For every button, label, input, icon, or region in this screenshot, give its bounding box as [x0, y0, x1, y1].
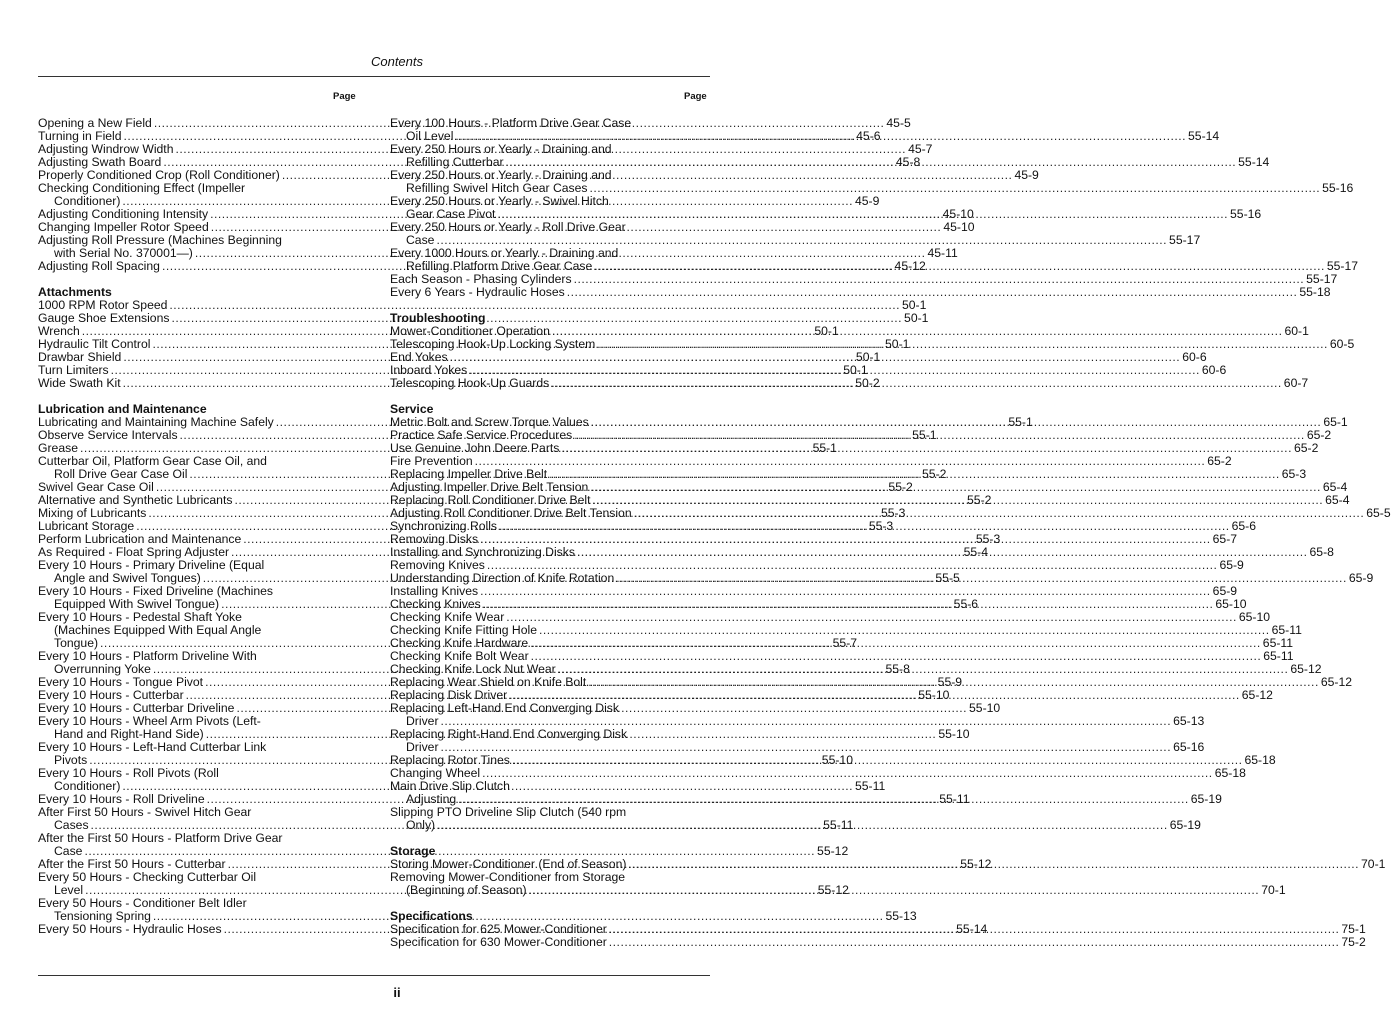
toc-entry-page: 55-17: [1306, 272, 1338, 286]
toc-entry-page: 55-10: [938, 727, 970, 741]
toc-entry-title: with Serial No. 370001—): [54, 246, 193, 260]
left-page-column-label: Page: [333, 91, 356, 102]
toc-entry-page: 65-16: [1173, 740, 1205, 754]
toc-entry-title: Changing Wheel: [390, 766, 481, 780]
toc-entry-page: 65-1: [1323, 415, 1348, 429]
toc-entry-title: Wrench: [38, 324, 80, 338]
section-heading: Lubrication and Maintenance: [38, 402, 207, 416]
toc-entry-title: Case: [406, 233, 435, 247]
toc-entry-page: 55-9: [937, 675, 963, 689]
toc-entry-page: 45-10: [943, 220, 975, 234]
toc-entry-title: Conditioner): [54, 194, 121, 208]
toc-entry-page: 65-19: [1169, 818, 1201, 832]
dot-leader: [628, 858, 1359, 871]
toc-entry-page: 60-5: [1329, 337, 1355, 351]
toc-entry-page: 65-3: [1281, 467, 1307, 481]
toc-entry-page: 45-7: [908, 142, 933, 156]
toc-entry-line: Every 1000 Hours or Yearly - Draining and: [390, 246, 619, 260]
toc-entry-line: Every 250 Hours or Yearly - Draining and: [390, 168, 612, 182]
toc-entry-title: Adjusting Roll Conditioner Drive Belt Tension: [390, 506, 632, 520]
toc-entry-page: 65-12: [1241, 688, 1273, 702]
toc-entry-page: 60-1: [1284, 324, 1309, 338]
toc-entry-title: Every 10 Hours - Cutterbar Driveline: [38, 701, 235, 715]
toc-entry-title: Installing and Synchronizing Disks: [390, 545, 575, 559]
toc-entry-title: Cases: [54, 818, 89, 832]
toc-entry-page: 60-6: [1201, 363, 1227, 377]
toc-entry-page: 55-16: [1230, 207, 1262, 221]
toc-entry-line: Every 250 Hours or Yearly - Swivel Hitch: [390, 194, 609, 208]
toc-entry-page: 65-11: [1271, 623, 1302, 637]
toc-entry-title: Observe Service Intervals: [38, 428, 178, 442]
toc-entry-page: 70-1: [1261, 883, 1286, 897]
dot-leader: [506, 156, 1237, 169]
toc-entry-title: Gear Case Pivot: [406, 207, 496, 221]
toc-entry-title: Every 6 Years - Hydraulic Hoses: [390, 285, 565, 299]
toc-entry-page: 65-19: [1190, 792, 1222, 806]
toc-entry-title: Installing Knives: [390, 584, 479, 598]
toc-entry-page: 55-6: [953, 597, 979, 611]
toc-entry-page: 50-1: [814, 324, 839, 338]
toc-entry-title: Use Genuine John Deere Parts: [390, 441, 560, 455]
toc-entry-page: 65-13: [1173, 714, 1205, 728]
toc-entry-line: Every 10 Hours - Wheel Arm Pivots (Left-: [38, 714, 261, 728]
toc-entry-page: 65-8: [1309, 545, 1334, 559]
toc-entry-title: Adjusting Conditioning Intensity: [38, 207, 209, 221]
toc-entry-title: Every 50 Hours - Hydraulic Hoses: [38, 922, 222, 936]
toc-entry-title: Driver: [406, 714, 439, 728]
toc-entry-line: Replacing Right-Hand End Converging Disk: [390, 727, 628, 741]
dot-leader: [551, 377, 1282, 390]
toc-entry-page: 65-6: [1231, 519, 1257, 533]
toc-entry-line: Main Drive Slip Clutch: [390, 779, 510, 793]
toc-entry-page: 55-16: [1322, 181, 1354, 195]
toc-entry-line: Every 10 Hours - Left-Hand Cutterbar Link: [38, 740, 267, 754]
toc-entry-title: Equipped With Swivel Tongue): [54, 597, 220, 611]
header-rule: [38, 76, 710, 77]
toc-entry-title: Changing Impeller Rotor Speed: [38, 220, 209, 234]
toc-entry-title: Overrunning Yoke: [54, 662, 151, 676]
toc-entry-title: Storing Mower-Conditioner (End of Season): [390, 857, 627, 871]
toc-entry-title: Checking Knife Fitting Hole: [390, 623, 537, 637]
toc-entry-line: Every 10 Hours - Primary Driveline (Equal: [38, 558, 265, 572]
toc-entry-title: Refilling Cutterbar: [406, 155, 504, 169]
toc-entry-line: Cutterbar Oil, Platform Gear Case Oil, and: [38, 454, 267, 468]
toc-entry-page: 55-17: [1326, 259, 1359, 273]
toc-entry-title: Refilling Swivel Hitch Gear Cases: [406, 181, 588, 195]
toc-entry-title: Hand and Right-Hand Side): [54, 727, 204, 741]
toc-entry-title: Drawbar Shield: [38, 350, 122, 364]
toc-entry-page: 55-14: [1238, 155, 1270, 169]
toc-entry-title: Lubricating and Maintaining Machine Safely: [38, 415, 274, 429]
page-header-title: Contents: [370, 54, 424, 69]
toc-entry-title: Checking Knife Lock Nut Wear: [390, 662, 556, 676]
toc-entry-page: 55-3: [868, 519, 894, 533]
toc-entry-title: Every 10 Hours - Roll Driveline: [38, 792, 205, 806]
toc-entry-title: Removing Knives: [390, 558, 485, 572]
dot-leader: [590, 182, 1321, 195]
dot-leader: [482, 767, 1213, 780]
toc-entry-page: 50-1: [885, 337, 910, 351]
toc-entry-title: Turn Limiters: [38, 363, 109, 377]
toc-entry-title: Oil Level: [406, 129, 454, 143]
toc-entry-page: 50-2: [855, 376, 880, 390]
toc-entry-page: 45-10: [942, 207, 974, 221]
toc-entry-page: 45-6: [856, 129, 881, 143]
toc-entry-title: Every 10 Hours - Cutterbar: [38, 688, 184, 702]
section-heading: Service: [390, 402, 434, 416]
toc-entry-page: 65-11: [1263, 649, 1294, 663]
toc-entry-title: Gauge Shoe Extensions: [38, 311, 170, 325]
toc-entry-title: Hydraulic Tilt Control: [38, 337, 151, 351]
toc-entry-title: Tensioning Spring: [54, 909, 151, 923]
toc-entry-page: 65-11: [1262, 636, 1294, 650]
toc-entry-title: Pivots: [54, 753, 88, 767]
toc-entry-title: Each Season - Phasing Cylinders: [390, 272, 572, 286]
toc-entry-page: 65-10: [1215, 597, 1247, 611]
toc-entry-title: Lubricant Storage: [38, 519, 135, 533]
toc-entry-title: Adjusting Roll Spacing: [38, 259, 160, 273]
toc-entry-title: Case: [54, 844, 83, 858]
toc-entry-title: Opening a New Field: [38, 116, 152, 130]
right-page-column-label: Page: [684, 91, 707, 102]
toc-entry-line: Slipping PTO Driveline Slip Clutch (540 rpm: [390, 805, 627, 819]
toc-entry-page: 65-2: [1306, 428, 1332, 442]
toc-entry-title: Tongue): [54, 636, 99, 650]
toc-entry-title: After the First 50 Hours - Cutterbar: [38, 857, 226, 871]
toc-entry-title: Checking Knives: [390, 597, 481, 611]
toc-entry-title: Level: [54, 883, 84, 897]
toc-entry-page: 65-9: [1348, 571, 1374, 585]
toc-entry-page: 65-10: [1238, 610, 1271, 624]
toc-entry-page: 65-4: [1322, 480, 1348, 494]
toc-entry-line: Every 10 Hours - Roll Pivots (Roll: [38, 766, 219, 780]
toc-entry-title: Replacing Disk Driver: [390, 688, 508, 702]
toc-entry-page: 55-18: [1299, 285, 1331, 299]
toc-entry-line: Removing Mower-Conditioner from Storage: [390, 870, 626, 884]
toc-entry-title: Every 10 Hours - Tongue Pivot: [38, 675, 204, 689]
toc-entry-line: Adjusting Roll Pressure (Machines Beginning: [38, 233, 282, 247]
toc-entry-title: Replacing Impeller Drive Belt: [390, 467, 548, 481]
toc-entry-page: 45-8: [895, 155, 921, 169]
toc-entry-title: Metric Bolt and Screw Torque Values: [390, 415, 589, 429]
toc-entry-page: 45-9: [854, 194, 880, 208]
toc-entry-page: 65-18: [1214, 766, 1246, 780]
toc-entry-page: 55-17: [1169, 233, 1201, 247]
toc-entry-title: Synchronizing Rolls: [390, 519, 498, 533]
toc-entry-page: 60-6: [1182, 350, 1207, 364]
toc-entry-page: 65-5: [1366, 506, 1391, 520]
toc-entry-line: Every 100 Hours - Platform Drive Gear Case: [390, 116, 632, 130]
toc-entry-line: Every 250 Hours or Yearly - Draining and: [390, 142, 612, 156]
toc-entry-page: 55-2: [922, 467, 947, 481]
toc-entry-page: 55-1: [812, 441, 837, 455]
toc-entry-page: 65-12: [1290, 662, 1322, 676]
toc-entry-page: 55-11: [823, 818, 854, 832]
toc-entry-page: 45-12: [894, 259, 926, 273]
toc-entry-page: 45-9: [1014, 168, 1039, 182]
toc-entry-title: Adjusting Swath Board: [38, 155, 162, 169]
toc-entry-title: Checking Knife Hardware: [390, 636, 529, 650]
section-heading: Attachments: [38, 285, 112, 299]
toc-entry-title: Perform Lubrication and Maintenance: [38, 532, 242, 546]
section-heading: Troubleshooting: [390, 311, 486, 325]
toc-entry-page: 50-1: [855, 350, 881, 364]
toc-entry-page: 45-5: [886, 116, 911, 130]
toc-entry-page: 55-14: [1188, 129, 1220, 143]
toc-entry-page: 55-12: [817, 844, 849, 858]
toc-entry-title: Only): [406, 818, 436, 832]
toc-entry-page: 55-12: [960, 857, 992, 871]
toc-entry-title: Replacing Roll Conditioner Drive Belt: [390, 493, 591, 507]
page-number: ii: [393, 985, 401, 1000]
toc-entry-line: (Machines Equipped With Equal Angle: [54, 623, 262, 637]
section-heading: Storage: [390, 844, 436, 858]
toc-entry-title: Mixing of Lubricants: [38, 506, 147, 520]
toc-entry-line: Every 50 Hours - Checking Cutterbar Oil: [38, 870, 257, 884]
toc-entry-page: 50-1: [904, 311, 929, 325]
toc-entry-page: 55-10: [918, 688, 950, 702]
toc-entry-title: Roll Drive Gear Case Oil: [54, 467, 188, 481]
section-heading: Specifications: [390, 909, 473, 923]
toc-entry-title: (Beginning of Season): [406, 883, 527, 897]
toc-entry-title: Specification for 630 Mower-Conditioner: [390, 935, 607, 949]
toc-entry-title: Adjusting: [406, 792, 457, 806]
toc-entry-page: 75-2: [1341, 935, 1366, 949]
toc-entry-line: After the First 50 Hours - Platform Drive Gear: [38, 831, 283, 845]
dot-leader: [437, 819, 1168, 832]
toc-entry-title: Inboard Yokes: [390, 363, 468, 377]
toc-entry-page: 65-4: [1325, 493, 1350, 507]
dot-leader: [609, 936, 1340, 949]
toc-entry-title: Driver: [406, 740, 439, 754]
toc-entry-page: 55-4: [963, 545, 989, 559]
toc-entry-title: Telescoping Hook-Up Guards: [390, 376, 550, 390]
toc-entry-page: 55-5: [935, 571, 960, 585]
toc-entry-page: 55-11: [854, 779, 886, 793]
toc-entry-title: Removing Disks: [390, 532, 479, 546]
dot-leader: [567, 286, 1298, 299]
toc-entry-line: After First 50 Hours - Swivel Hitch Gear: [38, 805, 252, 819]
toc-entry-page: 55-8: [885, 662, 910, 676]
footer-rule: [38, 975, 710, 976]
toc-entry-page: 65-9: [1212, 584, 1238, 598]
toc-entry-line: Replacing Left-Hand End Converging Disk: [390, 701, 619, 715]
toc-entry-title: Checking Knife Wear: [390, 610, 505, 624]
toc-entry-title: Refilling Platform Drive Gear Case: [406, 259, 593, 273]
toc-entry-page: 50-1: [843, 363, 868, 377]
toc-entry-title: 1000 RPM Rotor Speed: [38, 298, 168, 312]
toc-entry-title: Specification for 625 Mower-Conditioner: [390, 922, 607, 936]
toc-entry-line: Checking Conditioning Effect (Impeller: [38, 181, 246, 195]
toc-entry-title: Wide Swath Kit: [38, 376, 121, 390]
toc-entry[interactable]: [390, 285, 1331, 299]
toc-entry-page: 55-11: [939, 792, 970, 806]
toc-entry-title: End Yokes: [390, 350, 448, 364]
toc-entry-title: Grease: [38, 441, 78, 455]
toc-entry-page: 55-1: [1008, 415, 1033, 429]
toc-entry-page: 60-7: [1283, 376, 1309, 390]
toc-entry-title: As Required - Float Spring Adjuster: [38, 545, 230, 559]
toc-entry-line: Every 250 Hours or Yearly - Roll Drive Gear: [390, 220, 626, 234]
toc-entry-page: 55-13: [885, 909, 917, 923]
toc-entry-title: Practice Safe Service Procedures: [390, 428, 573, 442]
toc-entry-page: 55-3: [880, 506, 906, 520]
toc-entry[interactable]: [390, 935, 1366, 949]
toc-entry-title: Angle and Swivel Tongues): [54, 571, 201, 585]
toc-entry-page: 65-9: [1219, 558, 1244, 572]
toc-entry-page: 65-2: [1207, 454, 1232, 468]
toc-entry-page: 55-3: [975, 532, 1001, 546]
toc-entry-page: 50-1: [902, 298, 927, 312]
toc-entry-title: Turning in Field: [38, 129, 122, 143]
toc-entry-page: 65-18: [1244, 753, 1276, 767]
toc-entry-title: Telescoping Hook-Up Locking System: [390, 337, 596, 351]
toc-entry-line: Every 10 Hours - Pedestal Shaft Yoke: [38, 610, 242, 624]
toc-entry-title: Mower-Conditioner Operation: [390, 324, 550, 338]
toc-entry-page: 55-2: [967, 493, 992, 507]
toc-entry-title: Fire Prevention: [390, 454, 473, 468]
toc-entry-page: 75-1: [1341, 922, 1366, 936]
toc-entry-page: 65-7: [1212, 532, 1238, 546]
toc-entry-page: 70-1: [1361, 857, 1386, 871]
toc-entry-page: 65-12: [1320, 675, 1353, 689]
toc-entry-page: 65-2: [1293, 441, 1319, 455]
toc-entry-title: Adjusting Impeller Drive Belt Tension: [390, 480, 589, 494]
toc-entry-line: Every 50 Hours - Conditioner Belt Idler: [38, 896, 247, 910]
toc-entry-title: Checking Knife Bolt Wear: [390, 649, 529, 663]
toc-entry-title: Conditioner): [54, 779, 121, 793]
toc-entry-title: Understanding Direction of Knife Rotation: [390, 571, 615, 585]
toc-entry-title: Adjusting Windrow Width: [38, 142, 174, 156]
toc-entry-line: Every 10 Hours - Fixed Driveline (Machines: [38, 584, 274, 598]
toc-entry-page: 55-10: [821, 753, 853, 767]
toc-entry-title: Replacing Wear Shield on Knife Bolt: [390, 675, 587, 689]
toc-entry-title: Replacing Rotor Tines: [390, 753, 510, 767]
toc-entry-title: Swivel Gear Case Oil: [38, 480, 154, 494]
toc-entry-page: 55-12: [817, 883, 849, 897]
toc-entry-page: 45-11: [927, 246, 958, 260]
toc-entry-title: Alternative and Synthetic Lubricants: [38, 493, 233, 507]
toc-entry-page: 55-14: [956, 922, 988, 936]
toc-entry-page: 55-7: [832, 636, 858, 650]
toc-entry-line: Every 10 Hours - Platform Driveline With: [38, 649, 257, 663]
toc-entry-page: 55-1: [912, 428, 937, 442]
dot-leader: [529, 884, 1260, 897]
toc-entry-page: 55-2: [888, 480, 913, 494]
toc-entry-title: Properly Conditioned Crop (Roll Conditioner): [38, 168, 280, 182]
toc-entry-page: 55-10: [969, 701, 1001, 715]
